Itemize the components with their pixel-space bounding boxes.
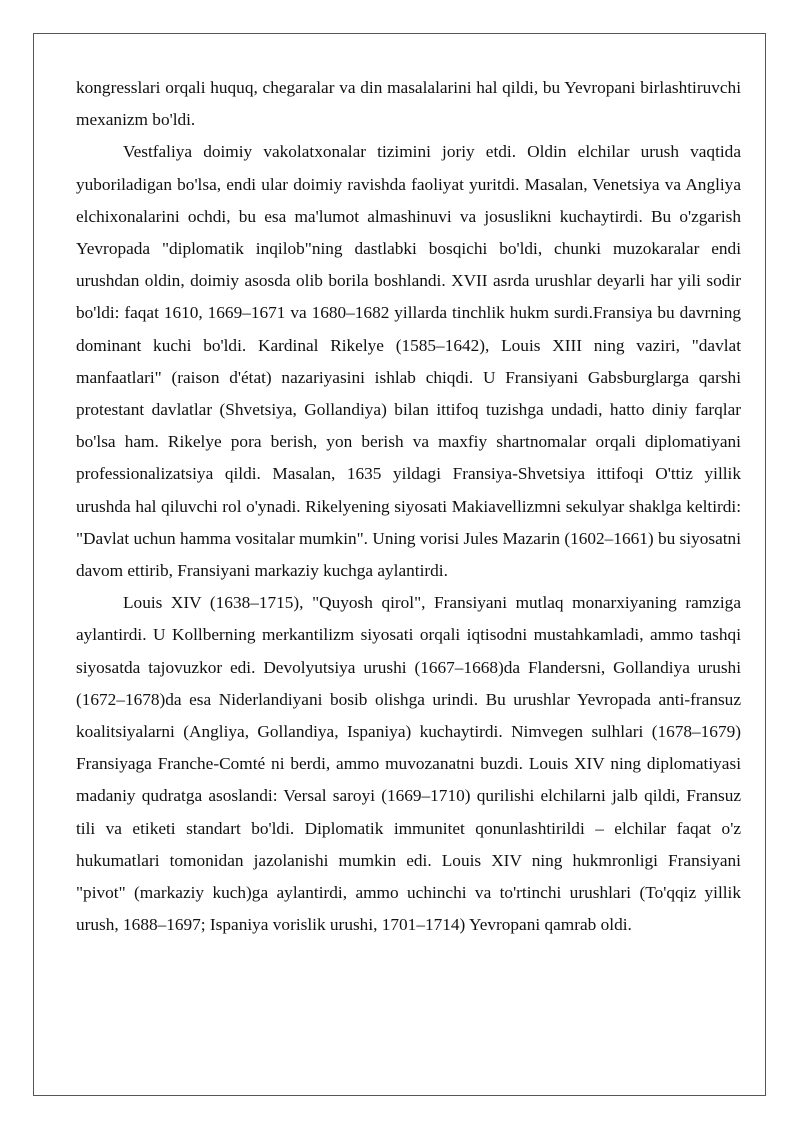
- document-body: [76, 72, 741, 941]
- paragraph-vestfaliya: Vestfaliya doimiy vakolatxonalar tizimini joriy etdi. Oldin elchilar urush vaqtida yuboriladigan bo'lsa, endi ular doimiy ravishda faoliyat yuritdi. Masalan, Venetsiya va Angliya elchixonalarini ochdi, bu esa ma'lumot almashinuvi va josuslikni kuchaytirdi. Bu o'zgarish Yevropada "diplomatik inqilob"ning dastlabki bosqichi bo'ldi, chunki muzokaralar endi urushdan oldin, doimiy asosda olib borila boshlandi. XVII asrda urushlar deyarli har yili sodir bo'ldi: faqat 1610, 1669–1671 va 1680–1682 yillarda tinchlik hukm surdi.Fransiya bu davrning dominant kuchi bo'ldi. Kardinal Rikelye (1585–1642), Louis XIII ning vaziri, "davlat manfaatlari" (raison d'état) nazariyasini ishlab chiqdi. U Fransiyani Gabsburglarga qarshi protestant davlatlar (Shvetsiya, Gollandiya) bilan ittifoq tuzishga undadi, hatto diniy farqlar bo'lsa ham. Rikelye pora berish, yon berish va maxfiy shartnomalar orqali diplomatiyani professionalizatsiya qildi. Masalan, 1635 yildagi Fransiya-Shvetsiya ittifoqi O'ttiz yillik urushda hal qiluvchi rol o'ynadi. Rikelyening siyosati Makiavellizmni sekulyar shaklga keltirdi: "Davlat uchun hamma vositalar mumkin". Uning vorisi Jules Mazarin (1602–1661) bu siyosatni davom ettirib, Fransiyani markaziy kuchga aylantirdi.: [76, 142, 741, 581]
- paragraph-louis-xiv: Louis XIV (1638–1715), "Quyosh qirol", Fransiyani mutlaq monarxiyaning ramziga aylantirdi. U Kollberning merkantilizm siyosati orqali iqtisodni mustahkamladi, ammo tashqi siyosatda tajovuzkor edi. Devolyutsiya urushi (1667–1668)da Flandersni, Gollandiya urushi (1672–1678)da esa Niderlandiyani bosib olishga urindi. Bu urushlar Yevropada anti-fransuz koalitsiyalarni (Angliya, Gollandiya, Ispaniya) kuchaytirdi. Nimvegen sulhlari (1678–1679) Fransiyaga Franche-Comté ni berdi, ammo muvozanatni buzdi. Louis XIV ning diplomatiyasi madaniy qudratga asoslandi: Versal saroyi (1669–1710) qurilishi elchilarni jalb qildi, Fransuz tili va etiketi standart bo'ldi. Diplomatik immunitet qonunlashtirildi – elchilar faqat o'z hukumatlari tomonidan jazolanishi mumkin edi. Louis XIV ning hukmronligi Fransiyani "pivot" (markaziy kuch)ga aylantirdi, ammo uchinchi va to'rtinchi urushlari (To'qqiz yillik urush, 1688–1697; Ispaniya vorislik urushi, 1701–1714) Yevropani qamrab oldi.: [76, 593, 741, 935]
- paragraph-continuation: kongresslari orqali huquq, chegaralar va din masalalarini hal qildi, bu Yevropani birlashtiruvchi mexanizm bo'ldi.: [76, 78, 741, 130]
